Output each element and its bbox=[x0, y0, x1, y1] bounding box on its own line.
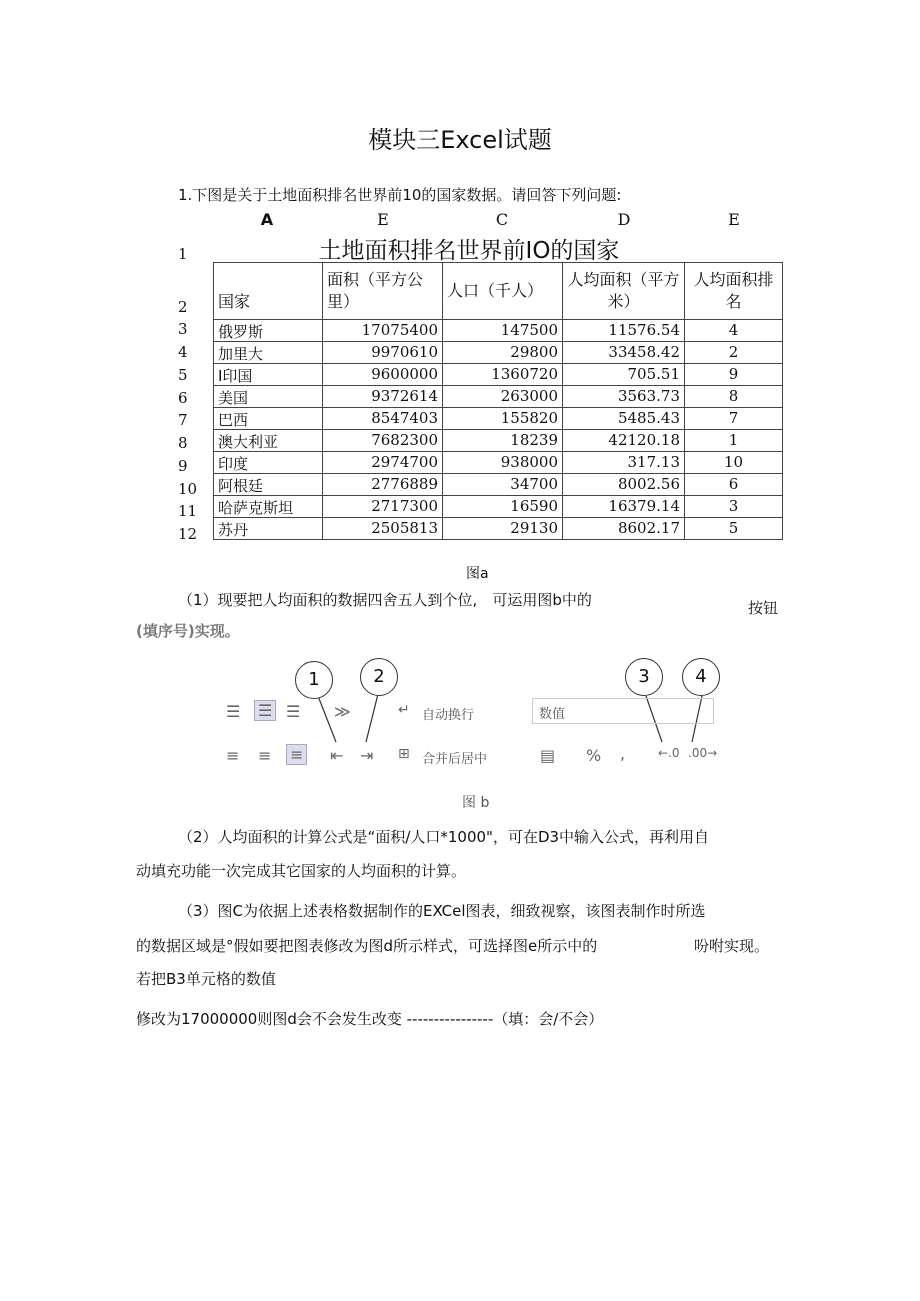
align-right-icon[interactable]: ≡ bbox=[286, 744, 307, 765]
cell-rank: 2 bbox=[685, 342, 783, 364]
cell-country: 俄罗斯 bbox=[214, 320, 323, 342]
cell-per-capita: 16379.14 bbox=[563, 496, 685, 518]
cell-area: 2717300 bbox=[323, 496, 443, 518]
cell-area: 2505813 bbox=[323, 518, 443, 540]
cell-area: 7682300 bbox=[323, 430, 443, 452]
row-number: 2 bbox=[178, 298, 188, 316]
part3-line3: 若把B3单元格的数值 bbox=[136, 970, 276, 988]
figure-a-caption: 图a bbox=[466, 566, 489, 582]
number-format-value: 数值 bbox=[539, 707, 566, 722]
callout-2: 2 bbox=[360, 658, 398, 696]
cell-area: 2776889 bbox=[323, 474, 443, 496]
row-number: 7 bbox=[178, 411, 188, 429]
part1-button-word: 按钮 bbox=[748, 599, 779, 617]
part2-line2: 动填充功能一次完成其它国家的人均面积的计算。 bbox=[136, 862, 467, 880]
callout-3: 3 bbox=[625, 658, 663, 696]
question-1-intro: 1.下图是关于土地面积排名世界前10的国家数据。请回答下列问题: bbox=[178, 186, 622, 204]
cell-per-capita: 317.13 bbox=[563, 452, 685, 474]
cell-population: 1360720 bbox=[443, 364, 563, 386]
cell-rank: 3 bbox=[685, 496, 783, 518]
column-letter-c: C bbox=[495, 210, 509, 229]
header-country: 国家 bbox=[214, 263, 323, 320]
part2-line1: （2）人均面积的计算公式是“面积/人口*1000"，可在D3中输入公式，再利用自 bbox=[178, 828, 710, 846]
align-top-icon[interactable]: ☰ bbox=[226, 702, 241, 721]
align-bottom-icon[interactable]: ☰ bbox=[286, 702, 301, 721]
cell-rank: 1 bbox=[685, 430, 783, 452]
table-row bbox=[214, 364, 783, 386]
part3-line4: 修改为17000000则图d会不会发生改变 ----------------（填：会/不会） bbox=[136, 1010, 604, 1028]
align-left-icon[interactable]: ≡ bbox=[226, 746, 240, 765]
row-number: 4 bbox=[178, 343, 188, 361]
cell-population: 18239 bbox=[443, 430, 563, 452]
cell-country: 澳大利亚 bbox=[214, 430, 323, 452]
data-table bbox=[213, 262, 783, 540]
part1-fill-in: (填序号)实现。 bbox=[136, 622, 240, 640]
row-number: 11 bbox=[178, 502, 198, 520]
text-orientation-icon[interactable]: ≫ bbox=[334, 702, 351, 721]
cell-population: 263000 bbox=[443, 386, 563, 408]
comma-style-button[interactable]: , bbox=[620, 744, 626, 763]
cell-area: 9372614 bbox=[323, 386, 443, 408]
row-number: 1 bbox=[178, 245, 188, 263]
table-row bbox=[214, 474, 783, 496]
table-row bbox=[214, 430, 783, 452]
decrease-decimal-icon[interactable]: .00→ bbox=[688, 746, 718, 760]
currency-format-icon[interactable]: ▤ bbox=[540, 746, 556, 765]
header-per-capita-area: 人均面积（平方米） bbox=[563, 263, 685, 320]
table-row bbox=[214, 320, 783, 342]
cell-area: 8547403 bbox=[323, 408, 443, 430]
cell-population: 34700 bbox=[443, 474, 563, 496]
cell-rank: 7 bbox=[685, 408, 783, 430]
cell-population: 29800 bbox=[443, 342, 563, 364]
number-format-select[interactable] bbox=[532, 698, 714, 724]
cell-population: 155820 bbox=[443, 408, 563, 430]
row-number: 3 bbox=[178, 320, 188, 338]
document-title: 模块三Excel试题 bbox=[368, 126, 552, 154]
column-letter-b: E bbox=[377, 210, 389, 229]
cell-rank: 8 bbox=[685, 386, 783, 408]
cell-area: 17075400 bbox=[323, 320, 443, 342]
cell-population: 29130 bbox=[443, 518, 563, 540]
merge-center-icon[interactable]: ⊞ bbox=[398, 746, 410, 762]
table-row bbox=[214, 518, 783, 540]
cell-per-capita: 3563.73 bbox=[563, 386, 685, 408]
header-area: 面积（平方公里） bbox=[323, 263, 443, 320]
cell-rank: 6 bbox=[685, 474, 783, 496]
cell-per-capita: 33458.42 bbox=[563, 342, 685, 364]
cell-per-capita: 8002.56 bbox=[563, 474, 685, 496]
cell-rank: 5 bbox=[685, 518, 783, 540]
header-population: 人口（千人） bbox=[443, 263, 563, 320]
cell-population: 16590 bbox=[443, 496, 563, 518]
wrap-text-button[interactable]: 自动换行 bbox=[422, 708, 475, 723]
part1-text: （1）现要把人均面积的数据四舍五人到个位, 可运用图b中的 bbox=[178, 591, 592, 609]
table-row bbox=[214, 386, 783, 408]
header-rank: 人均面积排名 bbox=[685, 263, 783, 320]
percent-style-button[interactable]: % bbox=[586, 746, 602, 765]
part3-line2b: 吩咐实现。 bbox=[694, 937, 770, 955]
cell-rank: 4 bbox=[685, 320, 783, 342]
row-number: 8 bbox=[178, 434, 188, 452]
wrap-text-icon[interactable]: ↵ bbox=[398, 702, 410, 718]
cell-per-capita: 705.51 bbox=[563, 364, 685, 386]
part3-line1: （3）图C为依据上述表格数据制作的EXCel图表，细致视察，该图表制作时所选 bbox=[178, 902, 706, 920]
cell-per-capita: 5485.43 bbox=[563, 408, 685, 430]
cell-country: 印度 bbox=[214, 452, 323, 474]
row-number: 9 bbox=[178, 457, 188, 475]
row-number: 6 bbox=[178, 389, 188, 407]
row-number: 10 bbox=[178, 480, 198, 498]
align-middle-icon[interactable]: ☰ bbox=[254, 700, 276, 721]
merge-center-button[interactable]: 合并后居中 bbox=[422, 752, 488, 767]
ribbon-figure bbox=[222, 656, 716, 786]
row-number: 12 bbox=[178, 525, 198, 543]
align-center-icon[interactable]: ≡ bbox=[258, 746, 272, 765]
figure-b-caption: 图 b bbox=[462, 795, 490, 811]
cell-population: 147500 bbox=[443, 320, 563, 342]
callout-1: 1 bbox=[295, 661, 333, 699]
callout-4: 4 bbox=[682, 658, 720, 696]
table-row bbox=[214, 342, 783, 364]
part3-line2a: 的数据区域是°假如要把图表修改为图d所示样式，可选择图e所示中的 bbox=[136, 937, 598, 955]
cell-per-capita: 42120.18 bbox=[563, 430, 685, 452]
column-letter-a: A bbox=[260, 210, 274, 229]
increase-indent-icon[interactable]: ⇥ bbox=[360, 746, 374, 765]
cell-country: 加里大 bbox=[214, 342, 323, 364]
column-letter-d: D bbox=[617, 210, 631, 229]
cell-rank: 10 bbox=[685, 452, 783, 474]
sheet-title: 土地面积排名世界前IO的国家 bbox=[318, 238, 620, 264]
cell-country: 美国 bbox=[214, 386, 323, 408]
row-number: 5 bbox=[178, 366, 188, 384]
table-row bbox=[214, 496, 783, 518]
cell-rank: 9 bbox=[685, 364, 783, 386]
increase-decimal-icon[interactable]: ←.0 bbox=[658, 746, 680, 760]
cell-country: 巴西 bbox=[214, 408, 323, 430]
cell-country: 阿根廷 bbox=[214, 474, 323, 496]
cell-per-capita: 11576.54 bbox=[563, 320, 685, 342]
cell-country: 苏丹 bbox=[214, 518, 323, 540]
cell-population: 938000 bbox=[443, 452, 563, 474]
cell-country: I印国 bbox=[214, 364, 323, 386]
cell-area: 9970610 bbox=[323, 342, 443, 364]
column-letter-e: E bbox=[728, 210, 740, 229]
cell-area: 9600000 bbox=[323, 364, 443, 386]
table-row bbox=[214, 452, 783, 474]
cell-per-capita: 8602.17 bbox=[563, 518, 685, 540]
table-header-row bbox=[214, 263, 783, 320]
table-row bbox=[214, 408, 783, 430]
cell-area: 2974700 bbox=[323, 452, 443, 474]
cell-country: 哈萨克斯坦 bbox=[214, 496, 323, 518]
decrease-indent-icon[interactable]: ⇤ bbox=[330, 746, 344, 765]
